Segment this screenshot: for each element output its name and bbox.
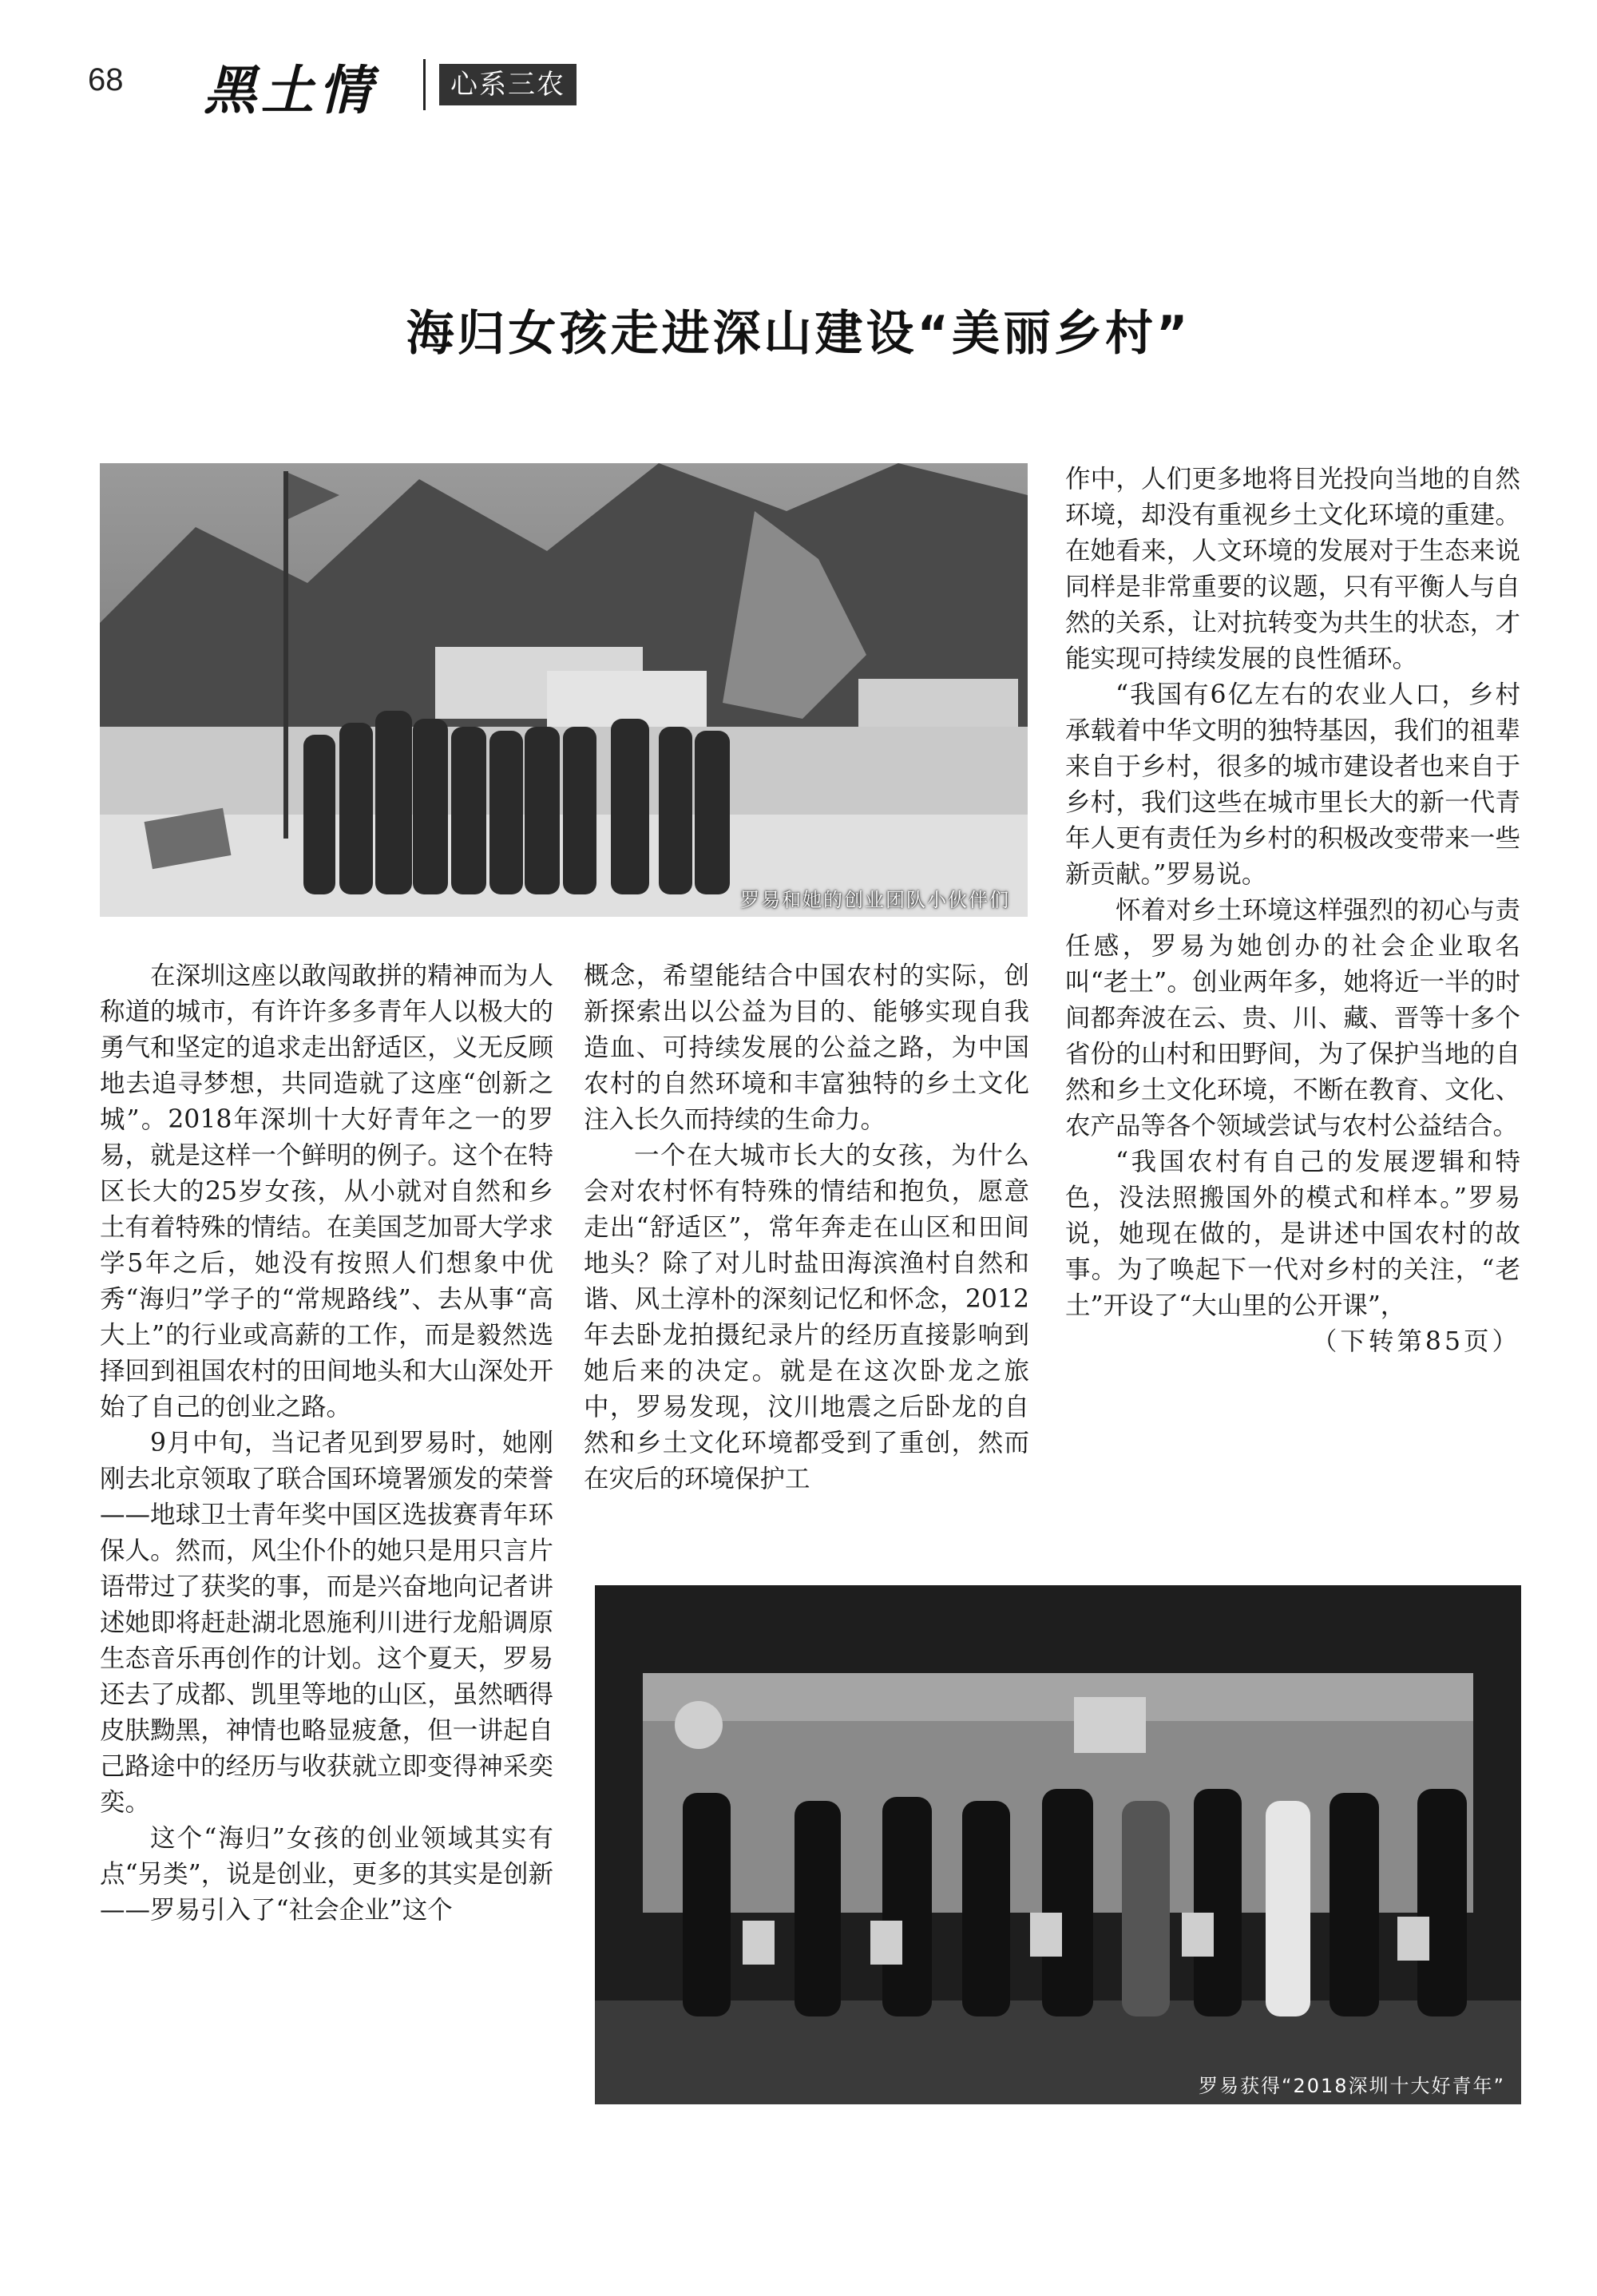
paragraph: 作中，人们更多地将目光投向当地的自然环境，却没有重视乡土文化环境的重建。在她看来，人文环境的发展对于生态来说同样是非常重要的议题，只有平衡人与自然的关系，让对抗转变为共生的状态，才能实现可持续发展的良性循环。 [1065, 465, 1520, 673]
award-photo-caption: 罗易获得“2018深圳十大好青年” [1199, 2075, 1505, 2097]
article-column-1 [100, 958, 553, 1929]
paragraph: “我国有6亿左右的农业人口，乡村承载着中华文明的独特基因，我们的祖辈来自于乡村，很多的城市建设者也来自于乡村，我们这些在城市里长大的新一代青年人更有责任为乡村的积极改变带来一些新贡献。”罗易说。 [1065, 680, 1520, 889]
team-photo-caption: 罗易和她的创业团队小伙伴们 [740, 889, 1010, 911]
section-tag: 心系三农 [439, 64, 577, 105]
paragraph: 一个在大城市长大的女孩，为什么会对农村怀有特殊的情结和抱负，愿意走出“舒适区”，常年奔走在山区和田间地头？除了对儿时盐田海滨渔村自然和谐、风土淳朴的深刻记忆和怀念，2012年去卧龙拍摄纪录片的经历直接影响到她后来的决定。就是在这次卧龙之旅中，罗易发现，汶川地震之后卧龙的自然和乡土文化环境都受到了重创，然而在灾后的环境保护工 [584, 1141, 1029, 1493]
team-photo-illustration [100, 463, 1028, 917]
magazine-logo: 黑土情 [204, 59, 376, 121]
paragraph [1065, 1144, 1520, 1356]
article-column-2 [584, 958, 1029, 1497]
paragraph-text: “我国农村有自己的发展逻辑和特色，没法照搬国外的模式和样本。”罗易说，她现在做的，是讲述中国农村的故事。为了唤起下一代对乡村的关注，“老土”开设了“大山里的公开课”， [1065, 1148, 1520, 1320]
page-number: 68 [88, 62, 124, 97]
paragraph: 概念，希望能结合中国农村的实际，创新探索出以公益为目的、能够实现自我造血、可持续发展的公益之路，为中国农村的自然环境和丰富独特的乡土文化注入长久而持续的生命力。 [584, 962, 1029, 1134]
paragraph: 9月中旬，当记者见到罗易时，她刚刚去北京领取了联合国环境署颁发的荣誉——地球卫士青年奖中国区选拔赛青年环保人。然而，风尘仆仆的她只是用只言片语带过了获奖的事，而是兴奋地向记者讲述她即将赶赴湖北恩施利川进行龙船调原生态音乐再创作的计划。这个夏天，罗易还去了成都、凯里等地的山区，虽然晒得皮肤黝黑，神情也略显疲惫，但一讲起自己路途中的经历与收获就立即变得神采奕奕。 [100, 1429, 553, 1817]
paragraph: 这个“海归”女孩的创业领域其实有点“另类”，说是创业，更多的其实是创新——罗易引入了“社会企业”这个 [100, 1824, 553, 1925]
header-divider [423, 59, 426, 110]
team-photo [100, 463, 1028, 917]
award-photo [595, 1585, 1521, 2104]
paragraph: 在深圳这座以敢闯敢拼的精神而为人称道的城市，有许许多多青年人以极大的勇气和坚定的追求走出舒适区，义无反顾地去追寻梦想，共同造就了这座“创新之城”。2018年深圳十大好青年之一的罗易，就是这样一个鲜明的例子。这个在特区长大的25岁女孩，从小就对自然和乡土有着特殊的情结。在美国芝加哥大学求学5年之后，她没有按照人们想象中优秀“海归”学子的“常规路线”、去从事“高大上”的行业或高薪的工作，而是毅然选择回到祖国农村的田间地头和大山深处开始了自己的创业之路。 [100, 962, 553, 1422]
award-photo-illustration [595, 1585, 1521, 2104]
article-headline: 海归女孩走进深山建设“美丽乡村” [406, 306, 1191, 362]
paragraph: 怀着对乡土环境这样强烈的初心与责任感，罗易为她创办的社会企业取名叫“老土”。创业两年多，她将近一半的时间都奔波在云、贵、川、藏、晋等十多个省份的山村和田野间，为了保护当地的自然和乡土文化环境，不断在教育、文化、农产品等各个领域尝试与农村公益结合。 [1065, 896, 1520, 1140]
article-column-3 [1065, 462, 1520, 1360]
continue-note: （下转第85页） [1311, 1327, 1520, 1356]
